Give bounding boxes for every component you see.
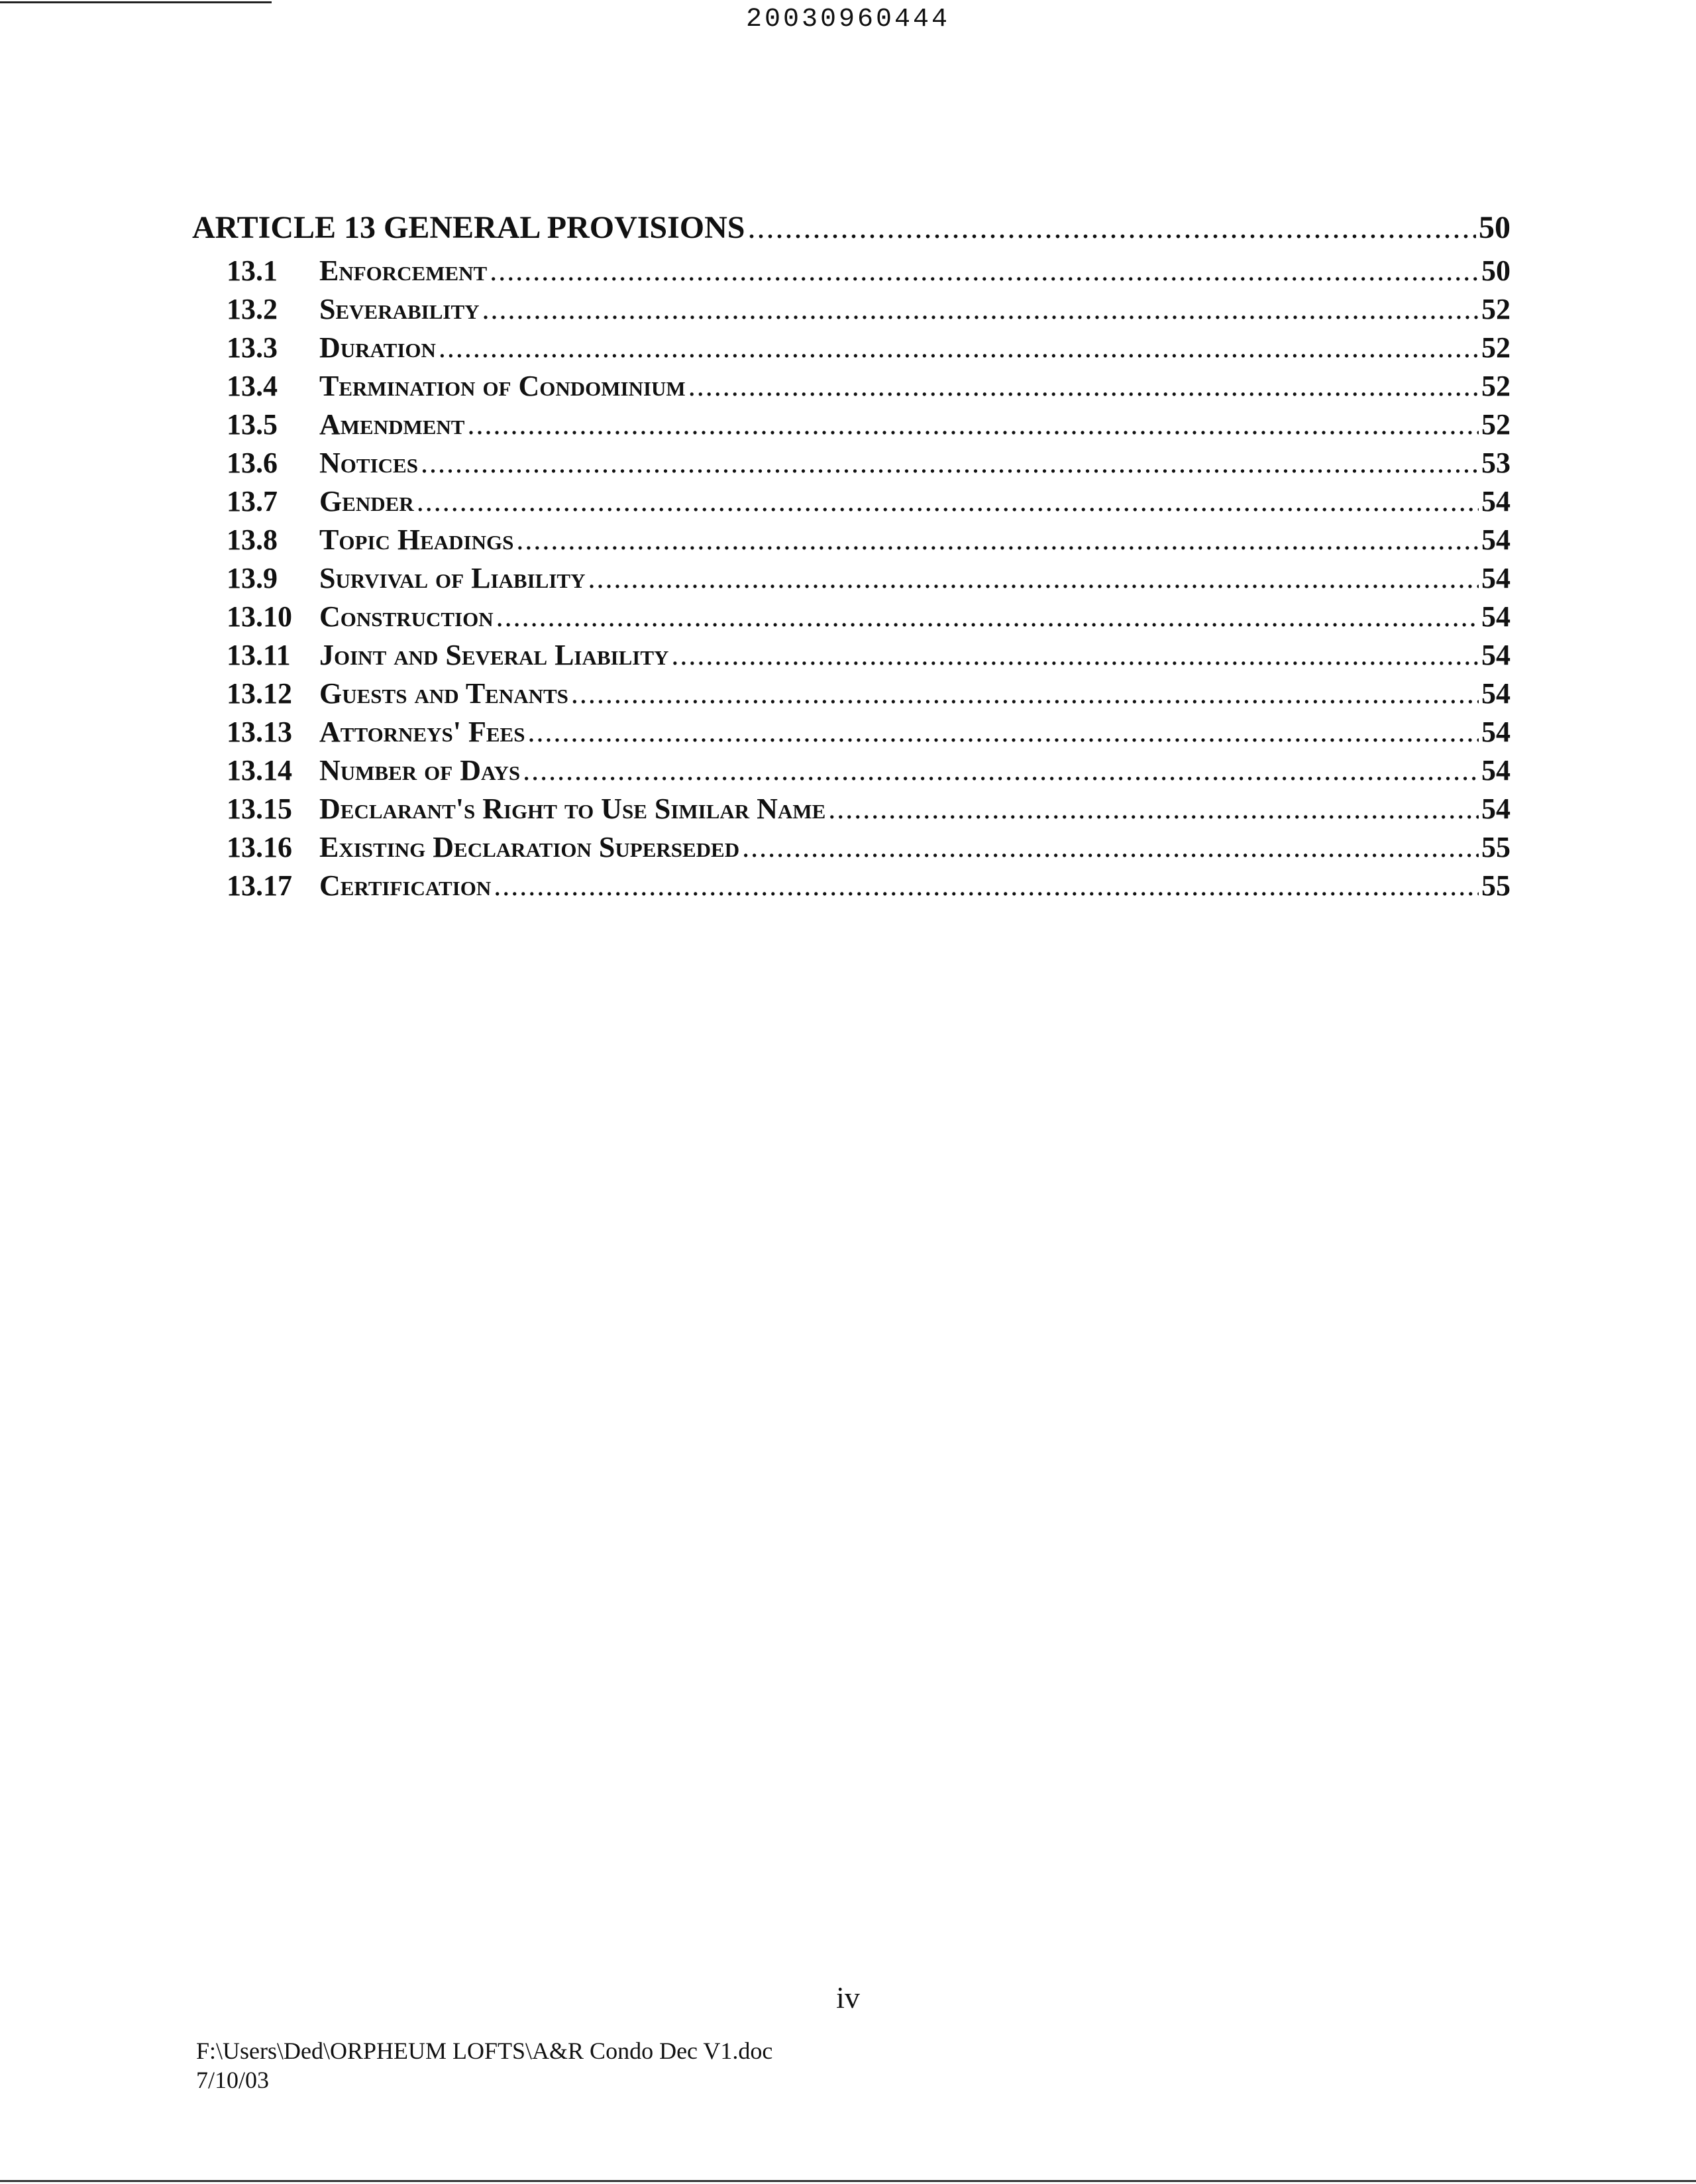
section-number: 13.6 (227, 447, 278, 479)
section-number: 13.13 (227, 716, 292, 748)
dot-leader (496, 598, 1479, 636)
dot-leader (671, 636, 1479, 675)
section-title: Severability (319, 293, 480, 325)
toc-entry (192, 828, 1510, 867)
dot-leader (482, 290, 1479, 329)
section-title: Survival of Liability (319, 562, 586, 594)
section-title: Existing Declaration Superseded (319, 831, 740, 863)
section-page: 52 (1481, 293, 1510, 325)
dot-leader (516, 521, 1479, 559)
section-number: 13.7 (227, 485, 278, 518)
document-footer (196, 2036, 772, 2095)
section-page: 54 (1481, 716, 1510, 748)
section-title: Duration (319, 331, 436, 364)
section-number: 13.2 (227, 293, 278, 325)
toc-entry (192, 444, 1510, 482)
file-path: F:\Users\Ded\ORPHEUM LOFTS\A&R Condo Dec V1.doc (196, 2038, 773, 2064)
section-number: 13.4 (227, 370, 278, 402)
dot-leader (523, 751, 1479, 790)
document-number: 20030960444 (745, 5, 951, 34)
scan-edge-bottom (0, 2180, 1696, 2182)
section-page: 54 (1481, 677, 1510, 710)
toc-entry (192, 598, 1510, 636)
dot-leader (468, 406, 1479, 444)
section-title: Joint and Several Liability (319, 639, 669, 671)
section-number: 13.14 (227, 754, 292, 787)
toc-entry (192, 367, 1510, 406)
dot-leader (421, 444, 1479, 482)
toc-entry (192, 790, 1510, 828)
toc-entry (192, 482, 1510, 521)
section-page: 54 (1481, 754, 1510, 787)
section-title: Topic Headings (319, 523, 514, 556)
dot-leader (439, 329, 1479, 367)
section-number: 13.11 (227, 639, 291, 671)
toc-entry (192, 290, 1510, 329)
section-page: 55 (1481, 831, 1510, 863)
section-number: 13.10 (227, 600, 292, 633)
section-number: 13.12 (227, 677, 292, 710)
section-title: Construction (319, 600, 494, 633)
dot-leader (417, 482, 1479, 521)
section-number: 13.15 (227, 792, 292, 825)
toc-entry (192, 751, 1510, 790)
section-page: 54 (1481, 523, 1510, 556)
toc-entry (192, 713, 1510, 751)
dot-leader (828, 790, 1479, 828)
section-title: Notices (319, 447, 418, 479)
section-page: 54 (1481, 600, 1510, 633)
section-page: 53 (1481, 447, 1510, 479)
section-page: 50 (1481, 254, 1510, 287)
dot-leader (688, 367, 1479, 406)
section-number: 13.5 (227, 408, 278, 441)
toc-entry (192, 559, 1510, 598)
footer-date: 7/10/03 (196, 2067, 270, 2093)
section-number: 13.8 (227, 523, 278, 556)
dot-leader (571, 675, 1479, 713)
section-page: 55 (1481, 869, 1510, 902)
section-title: Gender (319, 485, 414, 518)
section-title: Number of Days (319, 754, 521, 787)
section-title: Declarant's Right to Use Similar Name (319, 792, 826, 825)
article-title: ARTICLE 13 GENERAL PROVISIONS (192, 210, 745, 245)
section-number: 13.1 (227, 254, 278, 287)
page-number: iv (836, 1981, 860, 2014)
section-title: Enforcement (319, 254, 488, 287)
toc-entry (192, 329, 1510, 367)
dot-leader (742, 828, 1479, 867)
toc-entry (192, 252, 1510, 290)
dot-leader (527, 713, 1479, 751)
section-page: 52 (1481, 331, 1510, 364)
toc-article-13 (192, 204, 1510, 252)
dot-leader (588, 559, 1479, 598)
toc-entry (192, 867, 1510, 905)
article-page: 50 (1479, 210, 1510, 245)
section-page: 52 (1481, 370, 1510, 402)
toc-entry (192, 675, 1510, 713)
section-title: Certification (319, 869, 492, 902)
section-title: Guests and Tenants (319, 677, 568, 710)
section-page: 54 (1481, 485, 1510, 518)
section-title: Amendment (319, 408, 465, 441)
toc-entry (192, 636, 1510, 675)
dot-leader (748, 204, 1477, 252)
toc-entry (192, 406, 1510, 444)
section-number: 13.16 (227, 831, 292, 863)
section-number: 13.9 (227, 562, 278, 594)
dot-leader (490, 252, 1479, 290)
section-title: Termination of Condominium (319, 370, 686, 402)
section-number: 13.17 (227, 869, 292, 902)
dot-leader (494, 867, 1479, 905)
section-page: 52 (1481, 408, 1510, 441)
section-page: 54 (1481, 562, 1510, 594)
section-title: Attorneys' Fees (319, 716, 525, 748)
section-number: 13.3 (227, 331, 278, 364)
section-page: 54 (1481, 792, 1510, 825)
section-page: 54 (1481, 639, 1510, 671)
table-of-contents (192, 204, 1510, 905)
toc-entry (192, 521, 1510, 559)
